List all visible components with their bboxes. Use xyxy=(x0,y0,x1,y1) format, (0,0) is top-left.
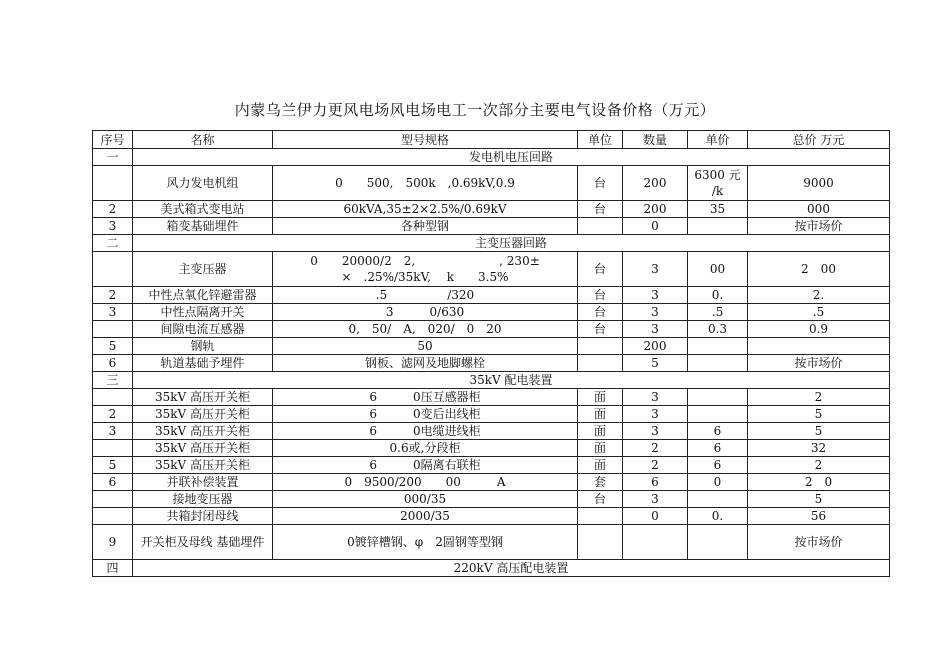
section-title: 35kV 配电装置 xyxy=(133,372,890,389)
cell-qty: 3 xyxy=(623,389,688,406)
cell-total: 56 xyxy=(748,508,890,525)
cell-unit: 台 xyxy=(578,491,623,508)
cell-price xyxy=(688,338,748,355)
cell-name: 35kV 高压开关柜 xyxy=(133,389,273,406)
cell-name: 风力发电机组 xyxy=(133,166,273,201)
cell-price: 35 xyxy=(688,201,748,218)
cell-no: 5 xyxy=(93,338,133,355)
cell-spec: 50 xyxy=(273,338,578,355)
table-row xyxy=(93,457,890,474)
cell-spec: 各种型钢 xyxy=(273,218,578,235)
cell-spec: 6 0压互感器柜 xyxy=(273,389,578,406)
col-header-unit: 单位 xyxy=(578,131,623,149)
cell-total: 0.9 xyxy=(748,321,890,338)
table-row xyxy=(93,440,890,457)
cell-no: 3 xyxy=(93,423,133,440)
cell-no xyxy=(93,389,133,406)
cell-qty: 3 xyxy=(623,321,688,338)
cell-no xyxy=(93,321,133,338)
cell-unit: 面 xyxy=(578,406,623,423)
cell-price: 6 xyxy=(688,457,748,474)
table-row xyxy=(93,423,890,440)
cell-spec: 3 0/630 xyxy=(273,304,578,321)
section-row xyxy=(93,372,890,389)
cell-unit: 套 xyxy=(578,474,623,491)
cell-price: 0 xyxy=(688,474,748,491)
col-header-qty: 数量 xyxy=(623,131,688,149)
cell-total: 9000 xyxy=(748,166,890,201)
cell-name: 中性点隔离开关 xyxy=(133,304,273,321)
cell-price: 0. xyxy=(688,508,748,525)
section-title: 发电机电压回路 xyxy=(133,149,890,166)
cell-name: 间隙电流互感器 xyxy=(133,321,273,338)
cell-qty: 3 xyxy=(623,287,688,304)
cell-spec: 2000/35 xyxy=(273,508,578,525)
cell-name: 主变压器 xyxy=(133,252,273,287)
section-title: 220kV 高压配电装置 xyxy=(133,560,890,577)
cell-name: 35kV 高压开关柜 xyxy=(133,440,273,457)
cell-name: 共箱封闭母线 xyxy=(133,508,273,525)
cell-spec: 0.6或,分段柜 xyxy=(273,440,578,457)
cell-no: 3 xyxy=(93,304,133,321)
cell-price: 00 xyxy=(688,252,748,287)
cell-unit: 面 xyxy=(578,457,623,474)
cell-total: 2. xyxy=(748,287,890,304)
col-header-price: 单价 xyxy=(688,131,748,149)
section-row xyxy=(93,235,890,252)
col-header-no: 序号 xyxy=(93,131,133,149)
cell-unit xyxy=(578,338,623,355)
section-number: 三 xyxy=(93,372,133,389)
cell-name: 接地变压器 xyxy=(133,491,273,508)
cell-price xyxy=(688,525,748,560)
table-row xyxy=(93,166,890,201)
cell-total: 按市场价 xyxy=(748,218,890,235)
cell-qty: 3 xyxy=(623,304,688,321)
col-header-total: 总价 万元 xyxy=(748,131,890,149)
cell-no xyxy=(93,252,133,287)
section-number: 四 xyxy=(93,560,133,577)
cell-name: 35kV 高压开关柜 xyxy=(133,406,273,423)
table-row xyxy=(93,218,890,235)
table-header-row xyxy=(93,131,890,149)
equipment-price-table xyxy=(92,130,890,577)
cell-name: 箱变基础埋件 xyxy=(133,218,273,235)
cell-qty: 3 xyxy=(623,423,688,440)
cell-no: 2 xyxy=(93,406,133,423)
cell-no: 9 xyxy=(93,525,133,560)
cell-total: .5 xyxy=(748,304,890,321)
cell-spec: 0 500, 500k ,0.69kV,0.9 xyxy=(273,166,578,201)
cell-no: 5 xyxy=(93,457,133,474)
col-header-name: 名称 xyxy=(133,131,273,149)
cell-price: 6 xyxy=(688,423,748,440)
cell-name: 并联补偿装置 xyxy=(133,474,273,491)
cell-total xyxy=(748,338,890,355)
cell-spec: 钢板、滤网及地脚螺栓 xyxy=(273,355,578,372)
cell-spec: 60kVA,35±2×2.5%/0.69kV xyxy=(273,201,578,218)
cell-unit: 台 xyxy=(578,252,623,287)
cell-no xyxy=(93,440,133,457)
cell-total: 2 xyxy=(748,389,890,406)
cell-total: 2 0 xyxy=(748,474,890,491)
section-row xyxy=(93,560,890,577)
cell-qty: 5 xyxy=(623,355,688,372)
section-row xyxy=(93,149,890,166)
cell-unit xyxy=(578,525,623,560)
col-header-spec: 型号规格 xyxy=(273,131,578,149)
section-number: 一 xyxy=(93,149,133,166)
document-title: 内蒙乌兰伊力更风电场风电场电工一次部分主要电气设备价格（万元） xyxy=(234,101,716,119)
cell-total: 5 xyxy=(748,423,890,440)
cell-price: 0. xyxy=(688,287,748,304)
cell-no: 6 xyxy=(93,355,133,372)
cell-qty: 2 xyxy=(623,457,688,474)
cell-unit: 面 xyxy=(578,423,623,440)
cell-price: 6 xyxy=(688,440,748,457)
cell-spec: 000/35 xyxy=(273,491,578,508)
cell-qty xyxy=(623,525,688,560)
cell-qty: 6 xyxy=(623,474,688,491)
cell-price: 0.3 xyxy=(688,321,748,338)
cell-no: 6 xyxy=(93,474,133,491)
cell-spec: 0镀锌槽钢、φ 2圆钢等型钢 xyxy=(273,525,578,560)
table-row xyxy=(93,508,890,525)
table-row xyxy=(93,201,890,218)
cell-price: 6300 元 /k xyxy=(688,166,748,201)
table-row xyxy=(93,406,890,423)
cell-no: 2 xyxy=(93,201,133,218)
cell-total: 2 00 xyxy=(748,252,890,287)
cell-total: 2 xyxy=(748,457,890,474)
cell-no: 3 xyxy=(93,218,133,235)
cell-unit xyxy=(578,218,623,235)
cell-name: 钢轨 xyxy=(133,338,273,355)
table-row xyxy=(93,338,890,355)
cell-name: 中性点氧化锌避雷器 xyxy=(133,287,273,304)
cell-unit: 台 xyxy=(578,166,623,201)
cell-no xyxy=(93,508,133,525)
table-body xyxy=(93,149,890,577)
table-row xyxy=(93,355,890,372)
cell-qty: 3 xyxy=(623,491,688,508)
cell-total: 按市场价 xyxy=(748,355,890,372)
cell-unit xyxy=(578,355,623,372)
cell-spec: 6 0变后出线柜 xyxy=(273,406,578,423)
cell-price xyxy=(688,491,748,508)
cell-qty: 2 xyxy=(623,440,688,457)
cell-qty: 200 xyxy=(623,338,688,355)
table-row xyxy=(93,287,890,304)
cell-unit: 台 xyxy=(578,201,623,218)
cell-unit: 面 xyxy=(578,389,623,406)
cell-qty: 0 xyxy=(623,218,688,235)
cell-price xyxy=(688,218,748,235)
cell-spec: 6 0隔离右联柜 xyxy=(273,457,578,474)
cell-unit: 台 xyxy=(578,287,623,304)
table-row xyxy=(93,252,890,287)
cell-qty: 0 xyxy=(623,508,688,525)
section-number: 二 xyxy=(93,235,133,252)
cell-unit: 面 xyxy=(578,440,623,457)
cell-spec: 0 20000/2 2, , 230± × .25%/35kV, k 3.5% xyxy=(273,252,578,287)
cell-price xyxy=(688,389,748,406)
cell-total: 32 xyxy=(748,440,890,457)
table-row xyxy=(93,321,890,338)
table-row xyxy=(93,304,890,321)
cell-spec: 0 9500/200 00 A xyxy=(273,474,578,491)
section-title: 主变压器回路 xyxy=(133,235,890,252)
cell-unit xyxy=(578,508,623,525)
cell-name: 开关柜及母线 基础埋件 xyxy=(133,525,273,560)
cell-spec: 0, 50/ A, 020/ 0 20 xyxy=(273,321,578,338)
cell-no xyxy=(93,166,133,201)
cell-no: 2 xyxy=(93,287,133,304)
cell-total: 5 xyxy=(748,406,890,423)
cell-total: 按市场价 xyxy=(748,525,890,560)
cell-name: 35kV 高压开关柜 xyxy=(133,423,273,440)
cell-total: 000 xyxy=(748,201,890,218)
cell-name: 35kV 高压开关柜 xyxy=(133,457,273,474)
cell-no xyxy=(93,491,133,508)
cell-spec: 6 0电缆进线柜 xyxy=(273,423,578,440)
cell-price xyxy=(688,406,748,423)
cell-unit: 台 xyxy=(578,321,623,338)
cell-qty: 200 xyxy=(623,166,688,201)
cell-name: 美式箱式变电站 xyxy=(133,201,273,218)
cell-qty: 200 xyxy=(623,201,688,218)
table-row xyxy=(93,525,890,560)
table-row xyxy=(93,491,890,508)
cell-price: .5 xyxy=(688,304,748,321)
cell-price xyxy=(688,355,748,372)
cell-name: 轨道基础予埋件 xyxy=(133,355,273,372)
cell-qty: 3 xyxy=(623,252,688,287)
cell-total: 5 xyxy=(748,491,890,508)
table-row xyxy=(93,389,890,406)
cell-spec: .5 /320 xyxy=(273,287,578,304)
cell-qty: 3 xyxy=(623,406,688,423)
table-row xyxy=(93,474,890,491)
cell-unit: 台 xyxy=(578,304,623,321)
